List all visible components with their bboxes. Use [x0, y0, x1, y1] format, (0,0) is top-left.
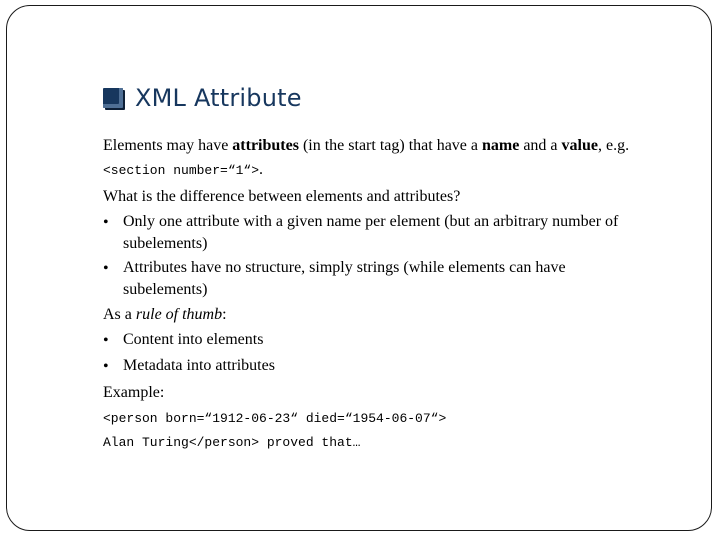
intro-code-example: <section number=“1“> — [103, 163, 260, 178]
intro-text-1: Elements may have — [103, 137, 233, 154]
intro-text-5: . — [259, 161, 264, 178]
list-item-text: Only one attribute with a given name per element (but an arbitrary number of subelements) — [123, 213, 619, 252]
rule-of-thumb — [103, 303, 643, 327]
code-line: <person born=“1912-06-23“ died=“1954-06-07“> — [103, 411, 447, 426]
bullet-dot: • — [103, 332, 109, 349]
list-item — [103, 257, 643, 301]
example-label: Example: — [103, 384, 165, 401]
title-row — [103, 84, 302, 112]
list-item — [103, 329, 643, 353]
bullet-dot: • — [103, 358, 109, 375]
list-item — [103, 355, 643, 379]
slide-body — [103, 134, 643, 455]
slide-frame — [6, 5, 712, 531]
rule-suffix: : — [222, 306, 227, 323]
intro-bold-attributes: attributes — [232, 137, 299, 154]
intro-text-2: (in the start tag) that have a — [298, 137, 482, 154]
intro-paragraph — [103, 134, 643, 183]
list-item-text: Content into elements — [123, 331, 264, 348]
slide-title: XML Attribute — [135, 84, 302, 112]
bullet-dot: • — [103, 214, 109, 231]
rule-prefix: As a — [103, 306, 136, 323]
question-text: What is the difference between elements and attributes? — [103, 188, 461, 205]
list-item-text: Attributes have no structure, simply strings (while elements can have subelements) — [123, 259, 566, 298]
bullet-dot: • — [103, 260, 109, 277]
list-item-text: Metadata into attributes — [123, 357, 275, 374]
intro-text-4: , e.g. — [597, 137, 630, 154]
code-line: Alan Turing</person> proved that… — [103, 435, 361, 450]
square-bullet-icon — [103, 88, 123, 108]
intro-text-3: and a — [519, 137, 562, 154]
intro-bold-value: value — [561, 137, 598, 154]
list-item — [103, 211, 643, 255]
intro-bold-name: name — [482, 137, 520, 154]
rule-italic: rule of thumb — [135, 306, 223, 323]
